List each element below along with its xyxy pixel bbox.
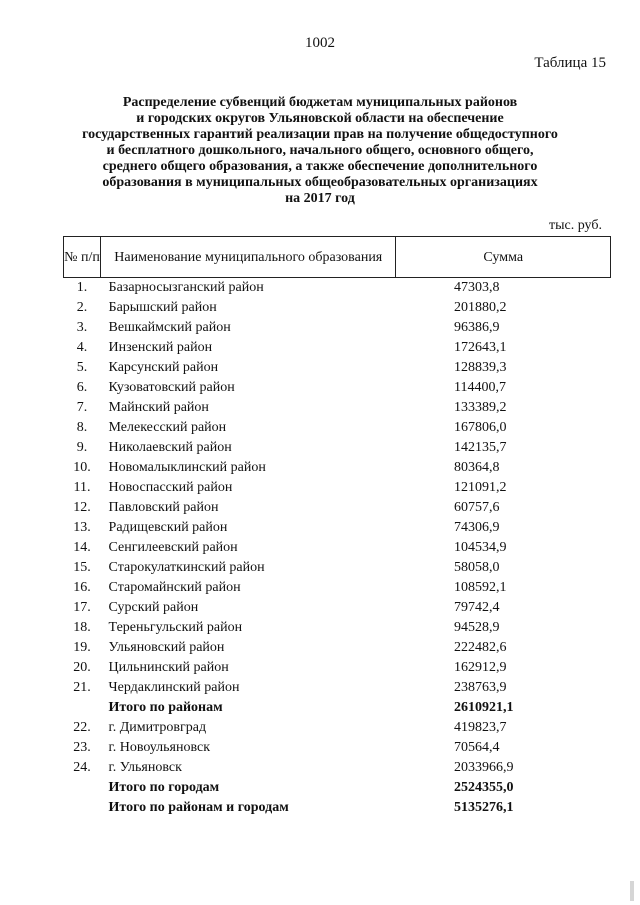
row-sum: 142135,7 [453,440,507,455]
row-number: 1. [76,280,88,295]
table-row [64,758,611,778]
table-label: Таблица 15 [534,55,606,71]
row-name: Мелекесский район [108,420,227,435]
title-line: и городских округов Ульяновской области на обеспечение [136,111,504,126]
title-line: государственных гарантий реализации прав на получение общедоступного [82,127,558,142]
row-number: 2. [76,300,88,315]
total-row [64,798,611,818]
table-header-row [64,237,611,278]
total-row [64,778,611,798]
total-row [64,698,611,718]
header-name [101,237,396,278]
table-row [64,658,611,678]
table-row [64,518,611,538]
table-row [64,738,611,758]
row-sum: 133389,2 [453,400,507,415]
row-sum: 80364,8 [453,460,500,475]
table-row [64,638,611,658]
row-name: Сенгилеевский район [108,540,238,555]
row-sum: 60757,6 [453,500,500,515]
row-number: 9. [76,440,88,455]
row-sum: 121091,2 [453,480,507,495]
table-row [64,718,611,738]
row-name: Вешкаймский район [108,320,231,335]
table-row [64,398,611,418]
table-row [64,418,611,438]
units-label: тыс. руб. [549,218,602,233]
row-sum: 162912,9 [453,660,507,675]
row-number: 17. [73,600,91,615]
row-name: Тереньгульский район [108,620,243,635]
row-number: 10. [73,460,91,475]
row-sum: 2033966,9 [453,760,514,775]
table-row [64,438,611,458]
row-name: г. Ульяновск [108,760,182,775]
table-row [64,478,611,498]
row-name: Итого по районам [108,700,223,715]
row-number [64,798,101,818]
header-sum-label: Сумма [483,249,524,265]
row-sum: 47303,8 [453,280,500,295]
row-sum: 104534,9 [453,540,507,555]
row-name: Итого по районам и городам [108,800,289,815]
table-row [64,538,611,558]
row-sum: 128839,3 [453,360,507,375]
row-number: 14. [73,540,91,555]
row-name: Чердаклинский район [108,680,240,695]
row-number: 8. [76,420,88,435]
row-number: 4. [76,340,88,355]
row-number: 5. [76,360,88,375]
row-name: Радищевский район [108,520,228,535]
table-row [64,338,611,358]
row-number: 18. [73,620,91,635]
row-sum: 5135276,1 [453,800,514,815]
table-row [64,578,611,598]
table-row [64,498,611,518]
row-sum: 108592,1 [453,580,507,595]
row-name: г. Димитровград [108,720,207,735]
table-row [64,598,611,618]
row-number: 7. [76,400,88,415]
header-sum [396,237,611,278]
row-number: 11. [73,480,91,495]
row-name: Майнский район [108,400,209,415]
row-sum: 94528,9 [453,620,500,635]
row-number: 20. [73,660,91,675]
row-sum: 79742,4 [453,600,500,615]
table-row [64,558,611,578]
row-name: Сурский район [108,600,199,615]
row-name: Старомайнский район [108,580,241,595]
header-num-label: № п/п [64,249,100,265]
row-number: 12. [73,500,91,515]
row-name: Цильнинский район [108,660,229,675]
table-row [64,358,611,378]
row-name: Итого по городам [108,780,220,795]
header-name-label: Наименование муниципального образования [114,249,383,265]
row-number: 22. [73,720,91,735]
row-name: Ульяновский район [108,640,225,655]
row-name: Новоспасский район [108,480,233,495]
title-line: и бесплатного дошкольного, начального общего, основного общего, [106,143,534,158]
row-name: Инзенский район [108,340,213,355]
row-sum: 96386,9 [453,320,500,335]
row-number: 15. [73,560,91,575]
row-number: 24. [73,760,91,775]
row-sum: 419823,7 [453,720,507,735]
row-name: Старокулаткинский район [108,560,265,575]
row-sum: 114400,7 [453,380,506,395]
row-number: 13. [73,520,91,535]
title-line: Распределение субвенций бюджетам муниципальных районов [122,95,518,110]
title-line: образования в муниципальных общеобразовательных организациях [102,175,538,190]
row-number [64,778,101,798]
row-number: 16. [73,580,91,595]
row-number [64,698,101,718]
row-sum: 172643,1 [453,340,507,355]
header-num [64,237,101,278]
page-number: 1002 [305,35,335,51]
row-name: Новомалыклинский район [108,460,266,475]
row-number: 3. [76,320,88,335]
title-line: на 2017 год [285,191,355,206]
table-row [64,298,611,318]
row-name: г. Новоульяновск [108,740,211,755]
table-row [64,618,611,638]
row-sum: 58058,0 [453,560,500,575]
row-number: 23. [73,740,91,755]
row-sum: 70564,4 [453,740,500,755]
row-sum: 2524355,0 [453,780,514,795]
row-name: Николаевский район [108,440,232,455]
table-row [64,678,611,698]
table-row [64,278,611,299]
table-row [64,458,611,478]
table-row [64,318,611,338]
row-sum: 167806,0 [453,420,507,435]
scan-edge-mark [630,881,634,901]
document-title [60,95,580,207]
table-row [64,378,611,398]
row-sum: 74306,9 [453,520,500,535]
row-name: Барышский район [108,300,217,315]
row-sum: 201880,2 [453,300,507,315]
row-name: Базарносызганский район [108,280,264,295]
row-sum: 238763,9 [453,680,507,695]
row-name: Кузоватовский район [108,380,235,395]
subvention-table [63,236,611,818]
title-line: среднего общего образования, а также обеспечение дополнительного [102,159,538,174]
row-number: 19. [73,640,91,655]
table-body [64,278,611,819]
row-number: 6. [76,380,88,395]
row-name: Карсунский район [108,360,219,375]
row-number: 21. [73,680,91,695]
row-sum: 222482,6 [453,640,507,655]
row-name: Павловский район [108,500,219,515]
row-sum: 2610921,1 [453,700,514,715]
